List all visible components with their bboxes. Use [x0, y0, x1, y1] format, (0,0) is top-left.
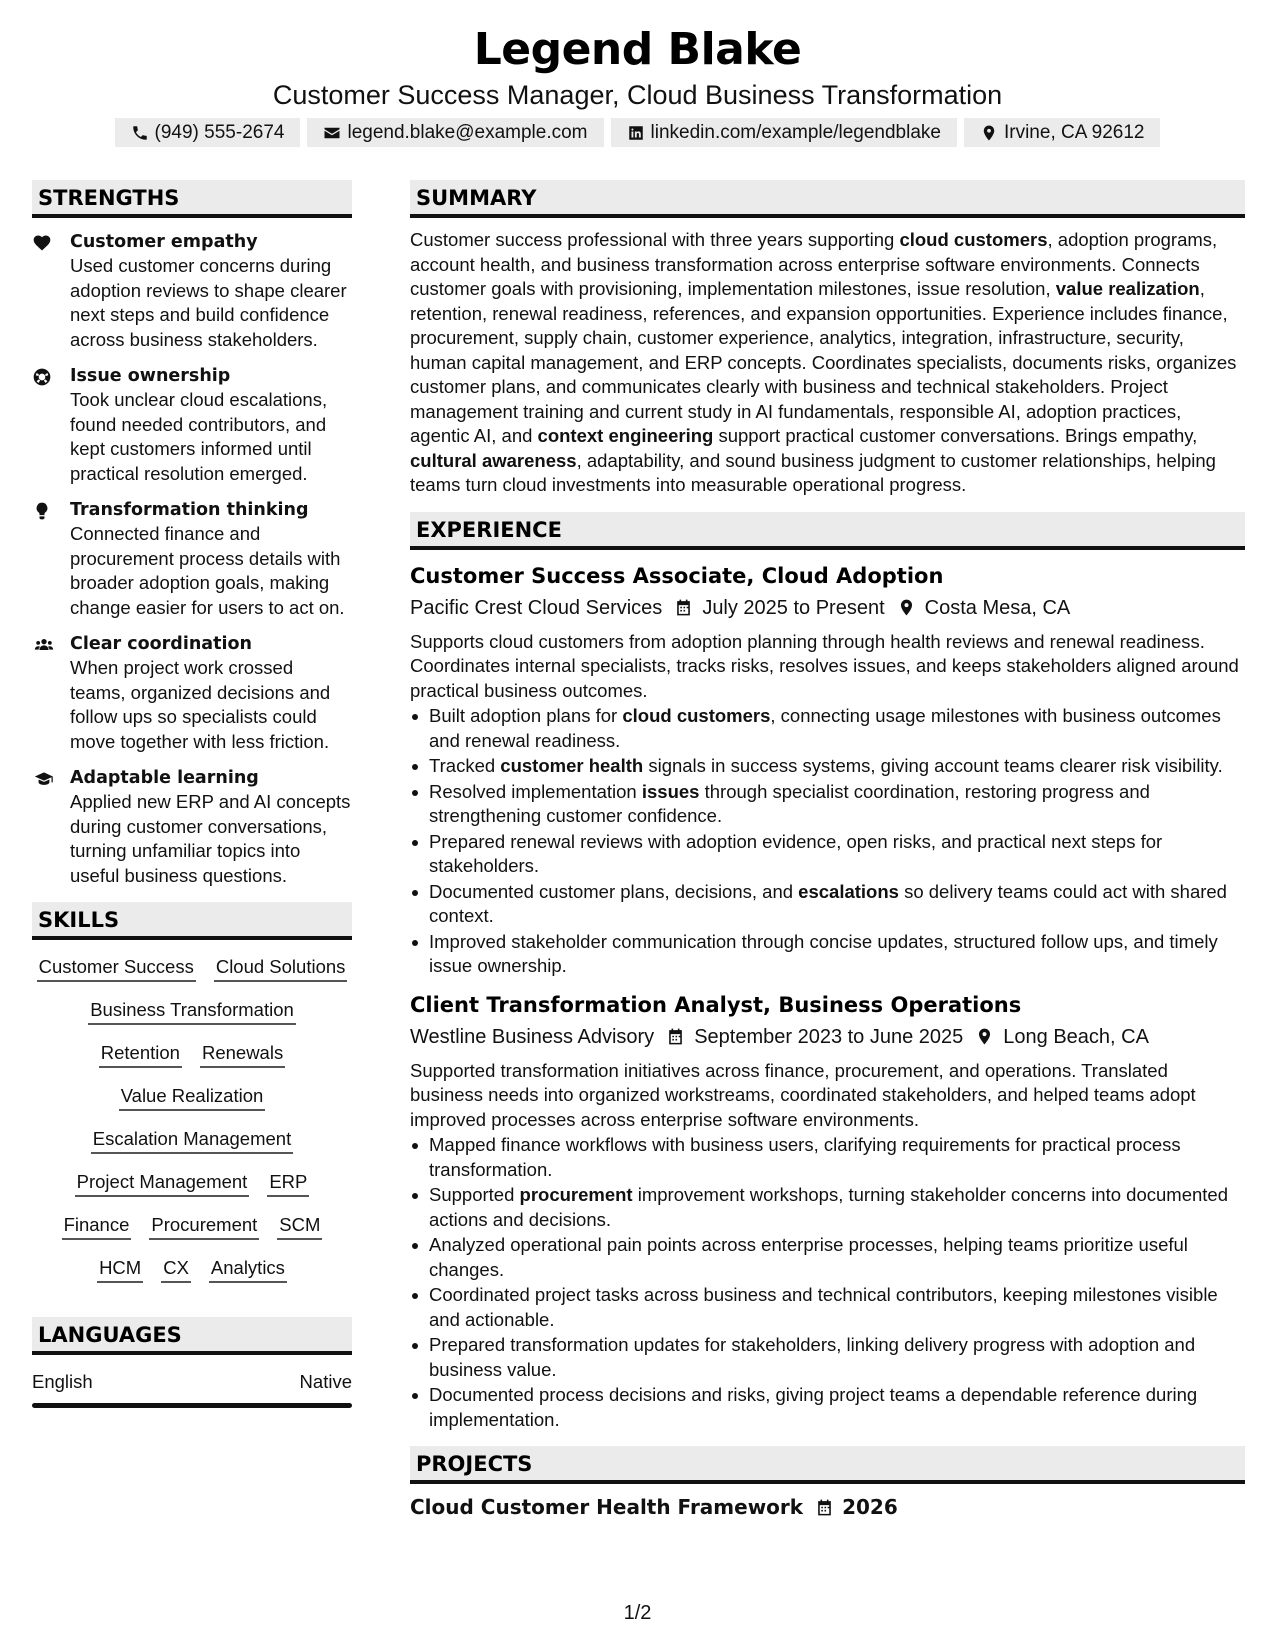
left-column — [32, 180, 352, 1408]
candidate-headline: Customer Success Manager, Cloud Business Transformation — [272, 80, 1003, 110]
skill-tag: Customer Success — [37, 954, 196, 982]
contact-linkedin-text: linkedin.com/example/legendblake — [650, 121, 941, 143]
keyword: issues — [641, 780, 700, 802]
text-run: improvement workshops, turning stakeholder concerns into documented actions and decisions. — [429, 1184, 1228, 1230]
right-column — [410, 180, 1245, 1522]
job-dates: July 2025 to Present — [702, 596, 885, 619]
skill-row — [32, 1212, 352, 1240]
map-pin-icon — [897, 598, 916, 617]
strength-title: Clear coordination — [70, 634, 252, 654]
job-bullet — [410, 1333, 1245, 1382]
job-bullet — [410, 1283, 1245, 1332]
keyword: customer health — [500, 755, 644, 776]
job-bullet — [410, 830, 1245, 879]
project-item — [410, 1492, 1245, 1522]
keyword: cultural awareness — [410, 449, 577, 471]
skill-row — [32, 1255, 352, 1283]
strength-desc: When project work crossed teams, organized decisions and follow ups so specialists could move together with less friction. — [70, 657, 331, 752]
text-run: Analyzed operational pain points across enterprise processes, helping teams prioritize useful changes. — [429, 1234, 1188, 1280]
project-year: 2026 — [842, 1495, 898, 1519]
text-run: Documented customer plans, decisions, and — [429, 880, 799, 902]
language-name: English — [32, 1371, 93, 1392]
text-run: Improved stakeholder communication through concise updates, structured follow ups, and timely issue ownership. — [429, 930, 1218, 976]
keyword: cloud customers — [622, 705, 771, 726]
job-dates: September 2023 to June 2025 — [694, 1025, 964, 1048]
job-bullet — [410, 880, 1245, 929]
job-bullets — [410, 1133, 1245, 1432]
project-title: Cloud Customer Health Framework — [410, 1495, 804, 1519]
page-number: 1/2 — [623, 1602, 652, 1624]
skill-row — [32, 954, 352, 982]
strength-title: Customer empathy — [70, 232, 258, 252]
calendar-icon — [674, 598, 693, 617]
job-description: Supported transformation initiatives across finance, procurement, and operations. Translated business needs into organized workstreams, coordinated stakeholders, and helped teams adopt improved processes across enterprise software environments. — [410, 1059, 1196, 1130]
job-meta — [410, 1021, 1245, 1053]
strengths-list — [32, 230, 352, 888]
language-row — [32, 1369, 352, 1403]
text-run: through specialist coordination, restoring progress and strengthening customer confidence. — [429, 780, 1150, 826]
contact-location-text: Irvine, CA 92612 — [1003, 121, 1145, 143]
skill-tag: Escalation Management — [91, 1126, 293, 1154]
languages-list — [32, 1369, 352, 1408]
strength-desc: Took unclear cloud escalations, found needed contributors, and kept customers informed until practical resolution emerged. — [70, 389, 328, 484]
text-run: signals in success systems, giving account teams clearer risk visibility. — [643, 755, 1223, 776]
projects-heading: PROJECTS — [410, 1446, 1245, 1484]
text-run: Customer success professional with three years supporting — [410, 229, 900, 250]
job-bullet — [410, 930, 1245, 979]
skills-list — [32, 954, 352, 1283]
skill-tag: Value Realization — [119, 1083, 266, 1111]
job-meta — [410, 592, 1245, 624]
text-run: , connecting usage milestones with business outcomes and renewal readiness. — [429, 705, 1221, 751]
skill-row — [32, 997, 352, 1025]
strengths-heading: STRENGTHS — [32, 180, 352, 218]
phone-icon — [131, 124, 149, 142]
experience-heading: EXPERIENCE — [410, 512, 1245, 550]
contact-linkedin[interactable] — [611, 118, 957, 147]
skill-tag: Procurement — [149, 1212, 259, 1240]
job-title: Client Transformation Analyst, Business Operations — [410, 992, 1022, 1017]
skill-row — [32, 1040, 352, 1068]
job-company: Westline Business Advisory — [410, 1025, 655, 1048]
lightbulb-icon — [32, 501, 52, 521]
job-location: Costa Mesa, CA — [924, 596, 1071, 619]
strength-item — [32, 498, 352, 620]
job-bullet — [410, 754, 1245, 779]
envelope-icon — [323, 124, 341, 142]
skill-row — [32, 1083, 352, 1111]
text-run: support practical customer conversations. Brings empathy, — [713, 425, 1198, 446]
job-bullet — [410, 780, 1245, 829]
strength-title: Adaptable learning — [70, 768, 259, 788]
candidate-name: Legend Blake — [473, 24, 802, 75]
skills-heading: SKILLS — [32, 902, 352, 940]
keyword: cloud customers — [899, 229, 1048, 250]
users-icon — [32, 635, 56, 655]
keyword: context engineering — [537, 425, 714, 446]
text-run: Tracked — [429, 755, 501, 776]
strength-desc: Applied new ERP and AI concepts during customer conversations, turning unfamiliar topics into useful business questions. — [70, 791, 351, 886]
skill-tag: ERP — [267, 1169, 309, 1197]
skill-tag: Analytics — [209, 1255, 287, 1283]
skill-row — [32, 1126, 352, 1154]
job-entry — [410, 562, 1245, 979]
resume-header — [0, 22, 1275, 147]
calendar-icon — [666, 1027, 685, 1046]
graduation-cap-icon — [32, 769, 56, 789]
contact-phone[interactable] — [115, 118, 301, 147]
text-run: , retention, renewal readiness, references, and expansion opportunities. Experience includes finance, procurement, supply chain, customer experience, analytics, integration, infrastructure, security, human capital management, and ERP concepts. Coordinates specialists, documents risks, organizes customer plans, and communicates clearly with business and technical stakeholders. Project management training and current study in AI fundamentals, responsible AI, adoption practices, agentic AI, and — [410, 278, 1237, 446]
strength-item — [32, 632, 352, 754]
contact-email[interactable] — [307, 118, 603, 147]
summary-text — [410, 228, 1245, 498]
contact-email-text: legend.blake@example.com — [347, 121, 588, 143]
experience-list — [410, 562, 1245, 1433]
skill-row — [32, 1169, 352, 1197]
text-run: Mapped finance workflows with business users, clarifying requirements for practical process transformation. — [429, 1134, 1181, 1180]
strength-desc: Connected finance and procurement process details with broader adoption goals, making change easier for users to act on. — [70, 523, 345, 618]
skill-tag: Finance — [62, 1212, 132, 1240]
skill-tag: CX — [161, 1255, 191, 1283]
job-description: Supports cloud customers from adoption planning through health reviews and renewal readiness. Coordinates internal specialists, tracks risks, resolves issues, and keeps stakeholders aligned around practical business outcomes. — [410, 630, 1239, 701]
contact-phone-text: (949) 555-2674 — [154, 121, 285, 143]
skill-tag: HCM — [97, 1255, 143, 1283]
heart-icon — [32, 233, 52, 253]
text-run: Supported — [429, 1184, 520, 1205]
life-ring-icon — [32, 367, 52, 387]
job-bullet — [410, 1133, 1245, 1182]
strength-title: Issue ownership — [70, 366, 231, 386]
language-proficiency-bar — [32, 1403, 352, 1408]
keyword: procurement — [519, 1184, 633, 1205]
language-level: Native — [299, 1371, 352, 1392]
keyword: value realization — [1055, 278, 1200, 299]
languages-heading: LANGUAGES — [32, 1317, 352, 1355]
strength-item — [32, 364, 352, 486]
job-bullet — [410, 1183, 1245, 1232]
skill-tag: Project Management — [75, 1169, 250, 1197]
job-location: Long Beach, CA — [1003, 1025, 1149, 1048]
job-bullet — [410, 1233, 1245, 1282]
job-company: Pacific Crest Cloud Services — [410, 596, 663, 619]
skill-tag: Cloud Solutions — [214, 954, 348, 982]
linkedin-icon — [627, 124, 645, 142]
skill-tag: Retention — [99, 1040, 182, 1068]
summary-heading: SUMMARY — [410, 180, 1245, 218]
skill-tag: Business Transformation — [88, 997, 296, 1025]
job-bullets — [410, 704, 1245, 979]
text-run: Prepared transformation updates for stakeholders, linking delivery progress with adoption and business value. — [429, 1334, 1196, 1380]
job-bullet — [410, 1383, 1245, 1432]
calendar-icon — [815, 1498, 834, 1517]
text-run: , adoption programs, account health, and business transformation across enterprise software environments. Connects customer goals with provisioning, implementation milestones, issue resolution, — [410, 229, 1218, 299]
job-title: Customer Success Associate, Cloud Adoption — [410, 563, 944, 588]
map-pin-icon — [975, 1027, 994, 1046]
strength-item — [32, 766, 352, 888]
keyword: escalations — [798, 880, 899, 902]
contact-bar — [0, 118, 1275, 147]
skill-tag: SCM — [277, 1212, 322, 1240]
text-run: Built adoption plans for — [429, 705, 623, 726]
text-run: so delivery teams could act with shared context. — [429, 880, 1227, 926]
text-run: Coordinated project tasks across business and technical contributors, keeping milestones visible and actionable. — [429, 1284, 1218, 1330]
job-entry — [410, 991, 1245, 1433]
strength-item — [32, 230, 352, 352]
map-pin-icon — [980, 124, 998, 142]
text-run: , adaptability, and sound business judgment to customer relationships, helping teams turn cloud investments into measurable operational progress. — [410, 449, 1216, 495]
skill-tag: Renewals — [200, 1040, 285, 1068]
text-run: Prepared renewal reviews with adoption evidence, open risks, and practical next steps for stakeholders. — [429, 830, 1163, 876]
contact-location — [964, 118, 1160, 147]
strength-desc: Used customer concerns during adoption reviews to shape clearer next steps and build confidence across business stakeholders. — [70, 255, 347, 350]
job-bullet — [410, 704, 1245, 753]
strength-title: Transformation thinking — [70, 500, 309, 520]
text-run: Resolved implementation — [429, 780, 642, 802]
text-run: Documented process decisions and risks, giving project teams a dependable reference during implementation. — [429, 1384, 1198, 1430]
